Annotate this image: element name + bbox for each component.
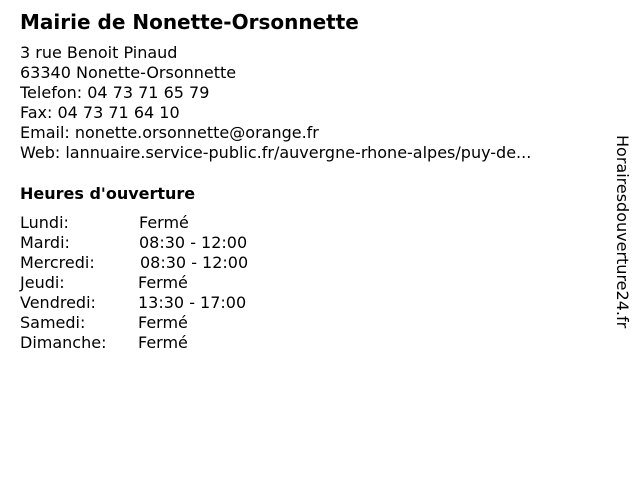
phone-line: Telefon: 04 73 71 65 79 <box>20 83 210 102</box>
contact-block <box>20 43 590 163</box>
web-link[interactable]: lannuaire.service-public.fr/auvergne-rhone-alpes/puy-de... <box>65 143 532 162</box>
hours-value: Fermé <box>138 333 188 352</box>
hours-row-saturday <box>20 313 320 333</box>
day-label: Lundi: <box>20 213 69 232</box>
hours-row-friday <box>20 293 320 313</box>
hours-value: 08:30 - 12:00 <box>140 253 249 272</box>
email-link[interactable]: nonette.orsonnette@orange.fr <box>74 123 319 142</box>
day-label: Jeudi: <box>20 273 65 292</box>
hours-row-thursday <box>20 273 320 293</box>
day-label: Dimanche: <box>20 333 107 352</box>
hours-heading: Heures d'ouverture <box>20 184 196 203</box>
hours-table <box>20 213 320 353</box>
hours-value: 08:30 - 12:00 <box>139 233 248 252</box>
web-label: Web: <box>20 143 66 162</box>
day-label: Vendredi: <box>20 293 96 312</box>
page-title: Mairie de Nonette-Orsonnette <box>20 10 359 34</box>
day-label: Mercredi: <box>20 253 95 272</box>
hours-row-wednesday <box>20 253 320 273</box>
hours-value: Fermé <box>138 313 188 332</box>
hours-value: 13:30 - 17:00 <box>138 293 247 312</box>
address-city: 63340 Nonette-Orsonnette <box>20 63 237 82</box>
hours-row-monday <box>20 213 320 233</box>
hours-row-sunday <box>20 333 320 353</box>
hours-value: Fermé <box>138 273 188 292</box>
hours-value: Fermé <box>139 213 189 232</box>
side-brand-text: Horairesdouverture24.fr <box>613 135 632 329</box>
day-label: Samedi: <box>20 313 86 332</box>
fax-line: Fax: 04 73 71 64 10 <box>20 103 180 122</box>
address-street: 3 rue Benoit Pinaud <box>20 43 178 62</box>
hours-row-tuesday <box>20 233 320 253</box>
day-label: Mardi: <box>20 233 70 252</box>
web-line <box>20 143 590 163</box>
email-label: Email: <box>20 123 75 142</box>
email-line <box>20 123 590 143</box>
